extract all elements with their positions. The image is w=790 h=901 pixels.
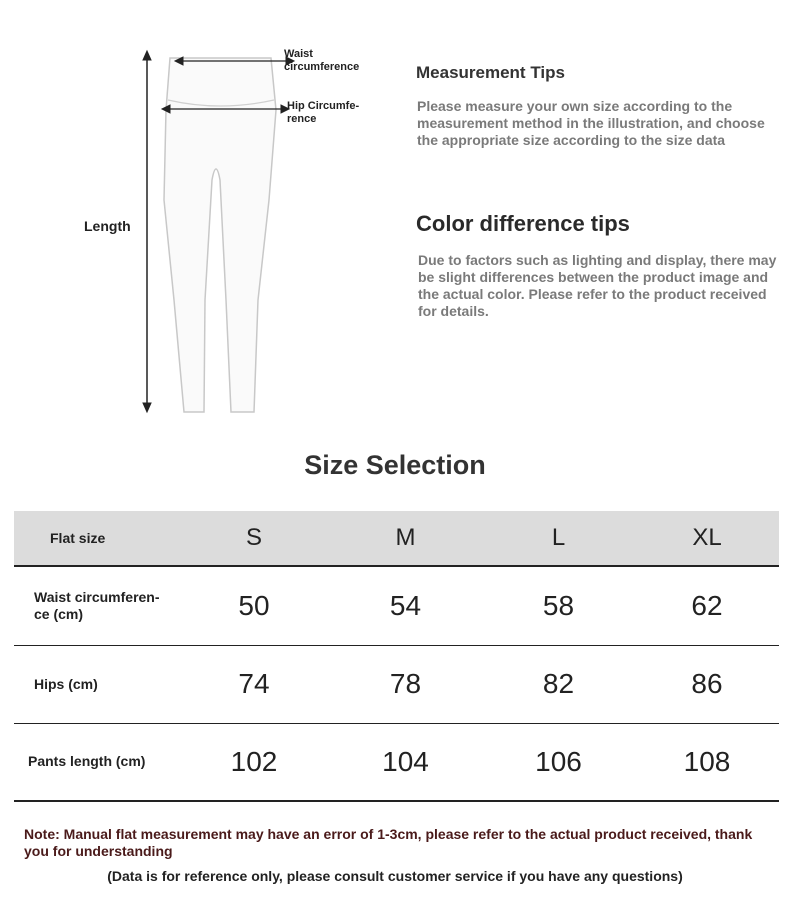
hip-label: Hip Circumfe- rence [287, 100, 360, 125]
table-row [14, 645, 779, 723]
table-cell: 82 [542, 668, 575, 699]
size-selection-title: Size Selection [304, 450, 486, 480]
table-cell: 108 [683, 745, 731, 777]
color-tips-title: Color difference tips [416, 211, 630, 236]
table-cell: 78 [389, 668, 422, 699]
table-cell: 50 [238, 589, 270, 621]
row-label-hips: Hips (cm) [34, 675, 98, 692]
leggings-outline [164, 58, 276, 412]
table-row [14, 723, 779, 801]
reference-disclaimer: (Data is for reference only, please consult customer service if you have any questions) [107, 868, 683, 884]
color-tips-body: Due to factors such as lighting and display, there may be slight differences between the product image and the actual color. Please refer to the product received for details. [418, 252, 777, 319]
length-arrow [143, 51, 151, 412]
table-cell: 54 [389, 589, 422, 621]
measurement-tips-title: Measurement Tips [416, 63, 565, 82]
table-cell: 102 [230, 745, 278, 777]
table-cell: 58 [542, 589, 575, 621]
size-xl: XL [692, 524, 722, 551]
flat-size-label: Flat size [50, 530, 106, 546]
length-label: Length [84, 218, 131, 234]
size-s: S [245, 524, 262, 551]
waist-label: Waist circumference [284, 48, 360, 73]
row-label-waist: Waist circumferen- ce (cm) [34, 588, 160, 622]
table-cell: 62 [691, 589, 723, 621]
measurement-note: Note: Manual flat measurement may have an error of 1-3cm, please refer to the actual product received, thank you for understanding [24, 826, 753, 859]
table-cell: 74 [238, 668, 270, 699]
size-m: M [395, 524, 416, 551]
size-l: L [551, 524, 566, 551]
measurement-tips-body: Please measure your own size according to the measurement method in the illustration, and choose the appropriate size according to the size data [417, 98, 765, 148]
table-row [14, 566, 779, 645]
table-cell: 106 [535, 745, 582, 777]
size-table [14, 511, 779, 802]
table-cell: 104 [382, 745, 429, 777]
table-cell: 86 [691, 668, 723, 699]
row-label-pants-length: Pants length (cm) [28, 753, 146, 770]
size-header-row [14, 511, 779, 566]
